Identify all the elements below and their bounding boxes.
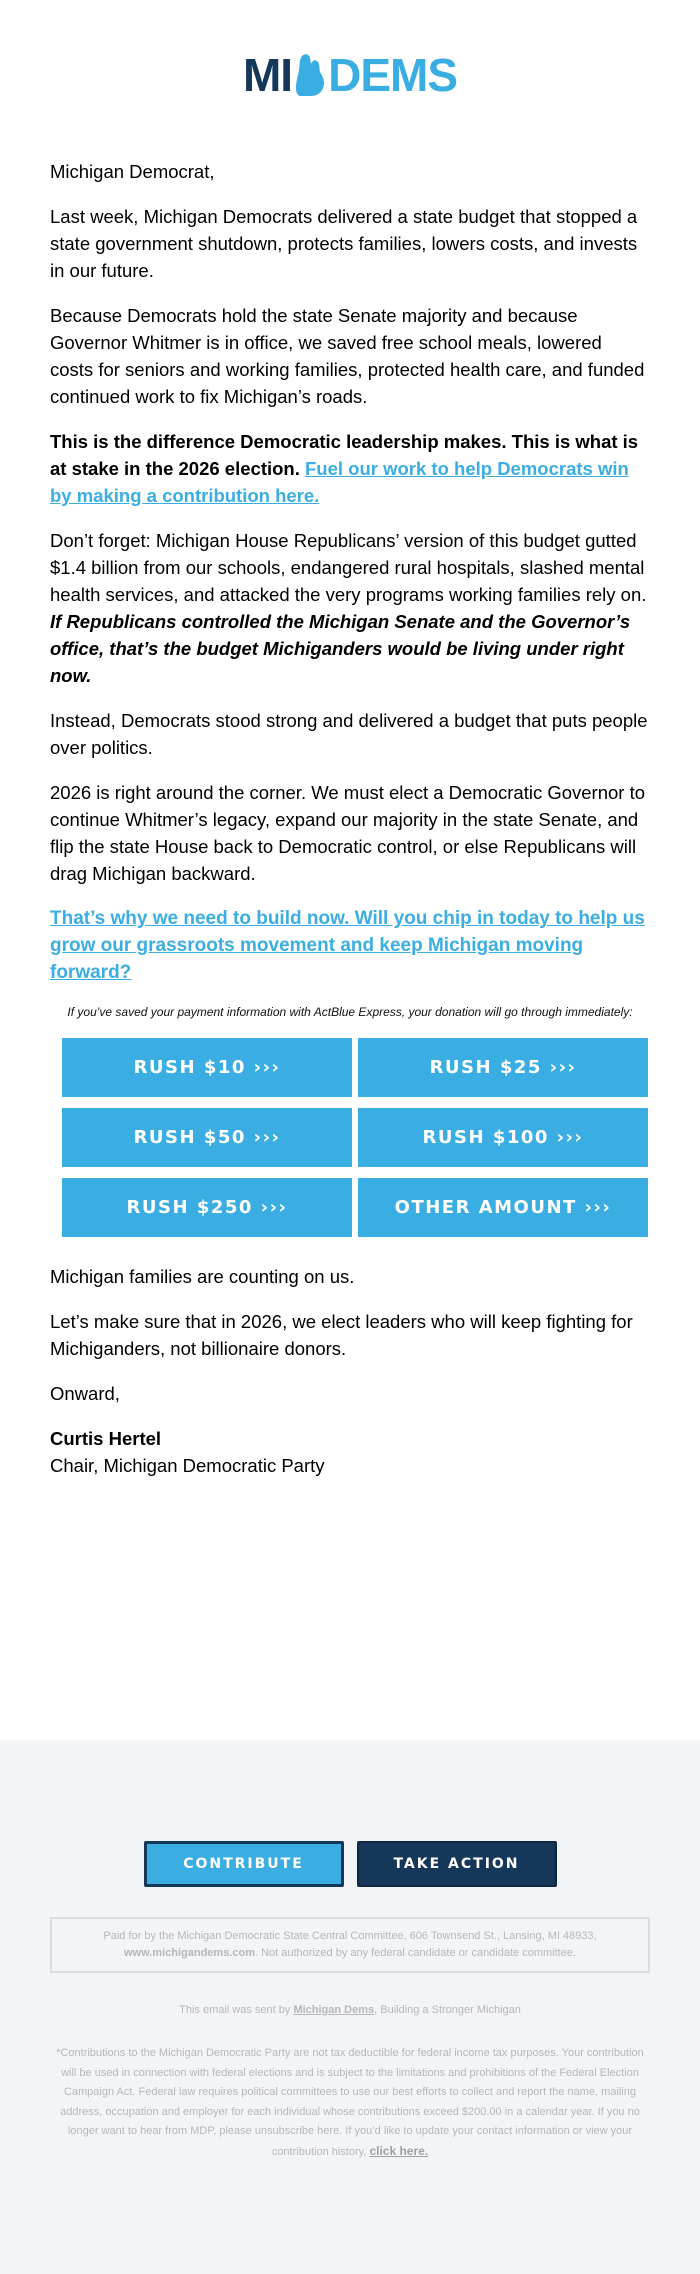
paragraph-2026: 2026 is right around the corner. We must elect a Democratic Governor to continue Whitmer’s legacy, expand our majority in the state Senate, and flip the state House back to Democratic control, or else Republicans will drag Michigan backward. (50, 782, 646, 884)
donate-25-button[interactable]: RUSH $25 ››› (358, 1038, 648, 1097)
paragraph-budget: Last week, Michigan Democrats delivered a state budget that stopped a state government shutdown, protects families, lowers costs, and invests in our future. (50, 206, 638, 281)
signature-name: Curtis Hertel (50, 1428, 162, 1449)
signature-title: Chair, Michigan Democratic Party (50, 1455, 325, 1476)
donate-10-button[interactable]: RUSH $10 ››› (62, 1038, 352, 1097)
donate-other-amount-button[interactable]: OTHER AMOUNT ››› (358, 1178, 648, 1237)
logo-wordmark (242, 49, 457, 101)
not-authorized-text: . Not authorized by any federal candidate or candidate committee. (254, 1947, 577, 1959)
paragraph-instead: Instead, Democrats stood strong and delivered a budget that puts people over politics. (50, 710, 648, 758)
logo-dems-text: DEMS (328, 49, 457, 101)
sent-by-prefix: This email was sent by (179, 2004, 291, 2016)
republicans-emphasis: If Republicans controlled the Michigan Senate and the Governor’s office, that’s the budget Michiganders would be living under right now. (50, 611, 631, 686)
donate-50-button[interactable]: RUSH $50 ››› (62, 1108, 352, 1167)
donation-grid (62, 1038, 650, 1237)
donate-250-button[interactable]: RUSH $250 ››› (62, 1178, 352, 1237)
paragraph-elect-leaders: Let’s make sure that in 2026, we elect leaders who will keep fighting for Michiganders, not billionaire donors. (50, 1311, 633, 1359)
paragraph-stakes (50, 428, 650, 509)
paragraph-families: Michigan families are counting on us. (50, 1266, 355, 1287)
sent-by-line (0, 2004, 700, 2016)
sent-by-suffix: , Building a Stronger Michigan (374, 2004, 521, 2016)
website-link[interactable]: www.michigandems.com (123, 1947, 255, 1959)
contribute-button[interactable]: CONTRIBUTE (144, 1841, 344, 1887)
logo-mi-text: MI (242, 49, 293, 101)
take-action-button[interactable]: TAKE ACTION (357, 1841, 557, 1887)
actblue-note: If you’ve saved your payment information with ActBlue Express, your donation will go through immediately: (67, 1005, 633, 1019)
paragraph-republicans (50, 527, 650, 689)
header-logo[interactable] (0, 50, 700, 100)
footer-buttons (0, 1841, 700, 1887)
stakes-bold-text: This is the difference Democratic leadership makes. This is what is at stake in the 2026 election. (50, 431, 639, 479)
sender-org-link[interactable]: Michigan Dems (293, 2004, 375, 2016)
click-here-link[interactable]: click here. (369, 2143, 429, 2158)
greeting: Michigan Democrat, (50, 161, 215, 182)
paid-for-text: Paid for by the Michigan Democratic State Central Committee, 606 Townsend St., Lansing, MI 48933, (103, 1930, 597, 1942)
republicans-text: Don’t forget: Michigan House Republicans’ version of this budget gutted $1.4 billion from our schools, endangered rural hospitals, slashed mental health services, and attacked the very programs working families rely on. (50, 530, 647, 605)
footer (0, 1740, 700, 2274)
email-body (50, 158, 650, 1497)
donate-100-button[interactable]: RUSH $100 ››› (358, 1108, 648, 1167)
michigan-mitten-icon (293, 52, 327, 98)
cta-paragraph (50, 905, 650, 986)
paragraph-majority: Because Democrats hold the state Senate majority and because Governor Whitmer is in office, we saved free school meals, lowered costs for seniors and working families, protected health care, and funded continued work to fix Michigan’s roads. (50, 305, 645, 407)
chip-in-link[interactable]: That’s why we need to build now. Will you chip in today to help us grow our grassroots movement and keep Michigan moving forward? (50, 908, 645, 983)
signoff: Onward, (50, 1383, 120, 1404)
contribution-link[interactable]: Fuel our work to help Democrats win by making a contribution here. (50, 458, 629, 506)
paid-for-disclaimer (50, 1917, 650, 1973)
legal-disclaimer (55, 2044, 645, 2162)
disclaimer-text: *Contributions to the Michigan Democratic Party are not tax deductible for federal income tax purposes. Your contribution will be used in connection with federal elections and is subject to the limitations and prohibitions of the Federal Election Campaign Act. Federal law requires political committees to use our best efforts to collect and report the name, mailing address, occupation and employer for each individual whose contributions exceed $200.00 in a calendar year. If you no longer want to hear from MDP, please unsubscribe here. If you’d like to update your contact information or view your contribution history, (56, 2047, 644, 2158)
